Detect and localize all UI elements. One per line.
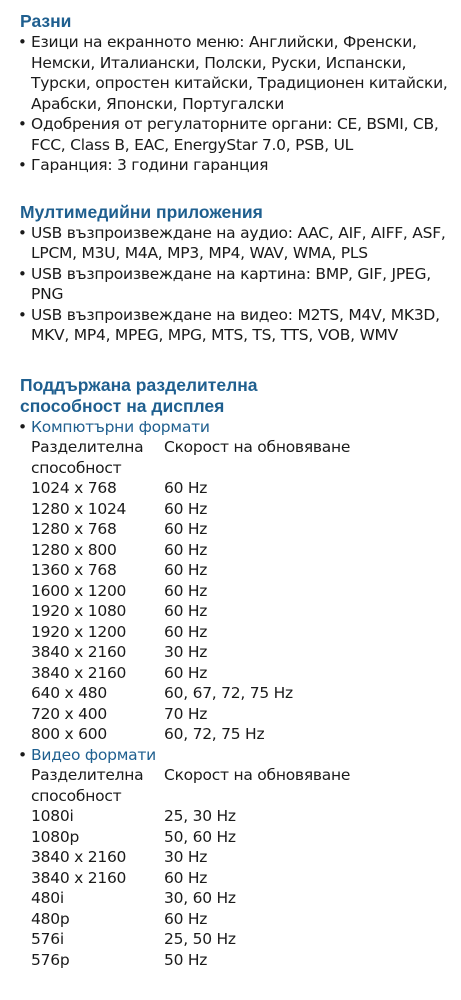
cell-refresh-rate: 50, 60 Hz [164, 827, 236, 846]
video-formats-label: • Видео формати [18, 745, 156, 764]
table-row [31, 827, 350, 848]
cell-resolution: 1280 x 768 [31, 520, 117, 538]
table-row [31, 560, 350, 581]
table-row [31, 847, 350, 868]
cell-resolution: 1080p [31, 827, 80, 846]
list-item [20, 32, 461, 114]
cell-resolution: 1024 x 768 [31, 479, 117, 497]
table-row [31, 704, 350, 725]
cell-refresh-rate: 60 Hz [164, 602, 208, 620]
resolution-title-line2: способност на дисплея [20, 395, 225, 416]
list-item [20, 305, 461, 346]
bullet-icon: • [18, 223, 27, 242]
bullet-icon: • [18, 156, 27, 174]
cell-resolution: 1360 x 768 [31, 561, 117, 579]
list-item [20, 155, 461, 176]
table-row [31, 683, 350, 704]
table-row [31, 601, 350, 622]
cell-resolution: 576i [31, 930, 64, 948]
bullet-icon: • [18, 305, 27, 324]
table-row [31, 806, 350, 827]
cell-refresh-rate: 60 Hz [164, 909, 208, 928]
cell-resolution: 480p [31, 909, 70, 928]
computer-formats-table [31, 437, 350, 745]
table-row [31, 950, 350, 971]
table-row [31, 622, 350, 643]
cell-refresh-rate: 30 Hz [164, 848, 208, 866]
table-row [31, 478, 350, 499]
cell-refresh-rate: 60 Hz [164, 581, 208, 600]
misc-item-approvals: Одобрения от регулаторните органи: CE, BSMI, CB, FCC, Class B, EAC, EnergyStar 7.0, PSB, UL [31, 115, 439, 154]
table-row [31, 540, 350, 561]
cell-refresh-rate: 30 Hz [164, 643, 208, 661]
table-row [31, 909, 350, 930]
cell-refresh-rate: 70 Hz [164, 704, 208, 723]
multimedia-list [20, 223, 461, 346]
table-row [31, 888, 350, 909]
cell-resolution: 3840 x 2160 [31, 848, 127, 866]
cell-resolution: 720 x 400 [31, 704, 107, 723]
cell-resolution: 1600 x 1200 [31, 581, 127, 600]
cell-refresh-rate: 60 Hz [164, 622, 208, 641]
cell-refresh-rate: 50 Hz [164, 950, 208, 969]
multimedia-item-audio: USB възпроизвеждане на аудио: AAC, AIF, AIFF, ASF, LPCM, M3U, M4A, MP3, MP4, WAV, WMA, PLS [31, 223, 446, 262]
multimedia-item-picture: USB възпроизвеждане на картина: BMP, GIF, JPEG, PNG [31, 264, 431, 303]
cell-resolution: 480i [31, 889, 64, 907]
list-item [20, 264, 461, 305]
cell-refresh-rate: 60 Hz [164, 868, 208, 887]
resolution-title [20, 375, 461, 417]
misc-title: Разни [20, 11, 72, 31]
table-header-row [31, 765, 350, 806]
misc-item-warranty: Гаранция: 3 години гаранция [31, 156, 269, 174]
table-row [31, 929, 350, 950]
cell-refresh-rate: 60 Hz [164, 499, 208, 518]
cell-resolution: 576p [31, 950, 70, 969]
list-item [20, 114, 461, 155]
cell-resolution: 1280 x 1024 [31, 499, 127, 518]
cell-resolution: 3840 x 2160 [31, 643, 127, 661]
cell-refresh-rate: 60 Hz [164, 561, 208, 579]
computer-formats-label: • Компютърни формати [18, 417, 210, 436]
header-resolution: Разделителна способност [31, 766, 144, 805]
table-row [31, 642, 350, 663]
cell-resolution: 800 x 600 [31, 725, 107, 743]
table-row [31, 581, 350, 602]
cell-refresh-rate: 25, 30 Hz [164, 807, 236, 825]
resolution-title-line1: Поддържана разделителна [20, 374, 258, 395]
cell-resolution: 1920 x 1080 [31, 602, 127, 620]
header-resolution: Разделителна способност [31, 438, 144, 477]
cell-refresh-rate: 60, 72, 75 Hz [164, 725, 265, 743]
list-item [20, 223, 461, 264]
table-row [31, 663, 350, 684]
table-row [31, 724, 350, 745]
header-refresh-rate: Скорост на обновяване [164, 766, 351, 784]
cell-resolution: 1080i [31, 807, 74, 825]
cell-refresh-rate: 60 Hz [164, 520, 208, 538]
bullet-icon: • [18, 115, 27, 133]
header-refresh-rate: Скорост на обновяване [164, 438, 351, 456]
misc-item-osd-languages: Езици на екранното меню: Английски, Френски, Немски, Италиански, Полски, Руски, Испански, Турски, опростен китайски, Традиционен китайски, Арабски, Японски, Португалски [31, 33, 448, 113]
bullet-icon: • [18, 417, 27, 436]
multimedia-item-video: USB възпроизвеждане на видео: M2TS, M4V, MK3D, MKV, MP4, MPEG, MPG, MTS, TS, TTS, VOB, WMV [31, 305, 440, 344]
table-header-row [31, 437, 350, 478]
bullet-icon: • [18, 33, 27, 51]
table-row [31, 499, 350, 520]
misc-list [20, 32, 461, 176]
multimedia-title: Мултимедийни приложения [20, 201, 263, 222]
bullet-icon: • [18, 264, 27, 283]
cell-resolution: 1280 x 800 [31, 540, 117, 559]
table-row [31, 519, 350, 540]
cell-resolution: 640 x 480 [31, 684, 107, 702]
cell-resolution: 3840 x 2160 [31, 868, 127, 887]
cell-refresh-rate: 30, 60 Hz [164, 889, 236, 907]
cell-refresh-rate: 60 Hz [164, 663, 208, 682]
cell-refresh-rate: 25, 50 Hz [164, 930, 236, 948]
cell-refresh-rate: 60 Hz [164, 479, 208, 497]
bullet-icon: • [18, 745, 27, 764]
cell-resolution: 1920 x 1200 [31, 622, 127, 641]
cell-refresh-rate: 60, 67, 72, 75 Hz [164, 684, 293, 702]
cell-resolution: 3840 x 2160 [31, 663, 127, 682]
table-row [31, 868, 350, 889]
cell-refresh-rate: 60 Hz [164, 540, 208, 559]
video-formats-table [31, 765, 350, 970]
